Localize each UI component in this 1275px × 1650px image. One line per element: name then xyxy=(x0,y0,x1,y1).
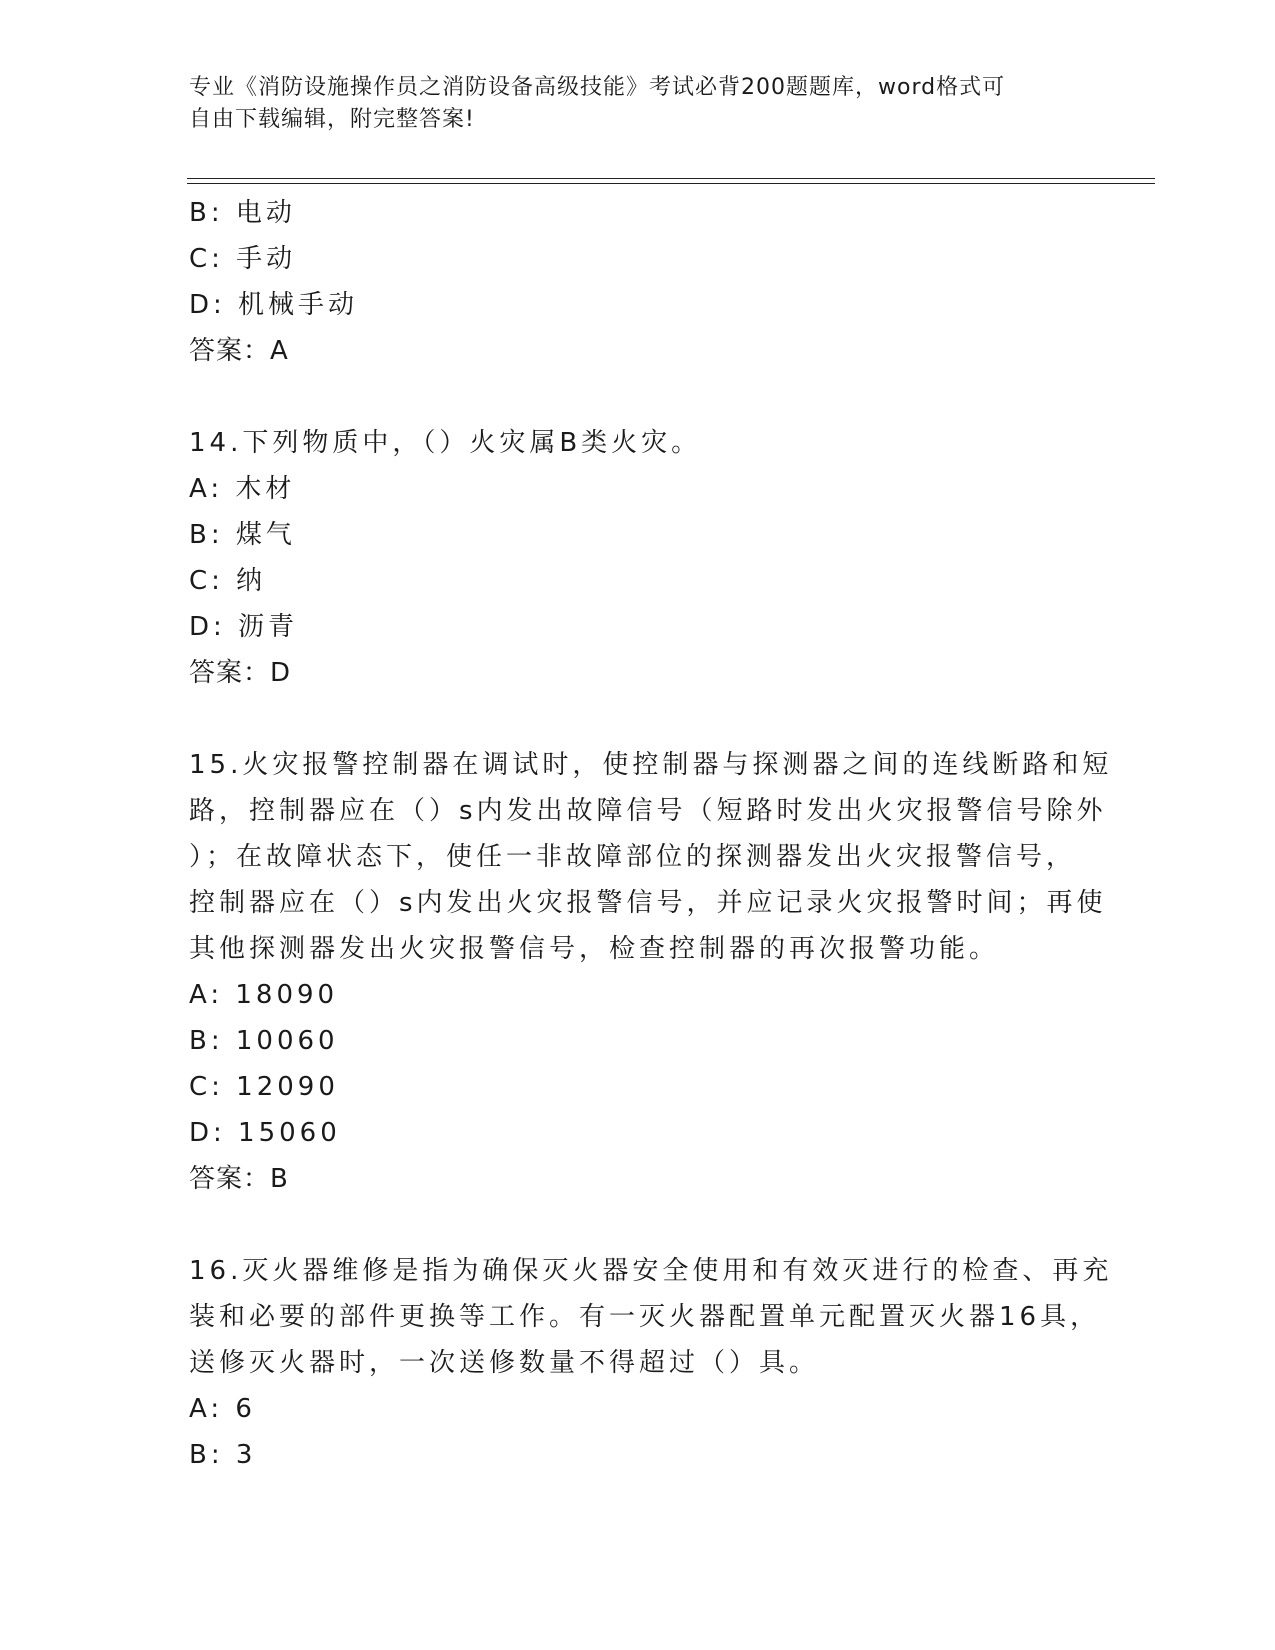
question-13-continuation xyxy=(189,190,1089,374)
question-list xyxy=(189,190,1113,1478)
spacer xyxy=(189,696,1089,742)
option-d: D: 沥青 xyxy=(189,612,299,642)
question-text-line: 其他探测器发出火灾报警信号，检查控制器的再次报警功能。 xyxy=(189,934,1000,964)
question-text xyxy=(189,742,1113,972)
option-c: C: 12090 xyxy=(189,1072,339,1102)
document-header xyxy=(189,72,1069,136)
spacer xyxy=(189,1202,1089,1248)
header-title-line-2: 自由下载编辑，附完整答案! xyxy=(189,107,475,132)
option-b: B: 电动 xyxy=(189,198,296,228)
answer-line: 答案：D xyxy=(189,658,292,688)
option-b: B: 3 xyxy=(189,1440,257,1470)
question-text-line: ）；在故障状态下，使任一非故障部位的探测器发出火灾报警信号， xyxy=(189,842,1077,872)
question-15 xyxy=(189,742,1113,1202)
option-a: A: 6 xyxy=(189,1394,256,1424)
question-text-line: 路，控制器应在（）s内发出故障信号（短路时发出火灾报警信号除外 xyxy=(189,796,1107,826)
header-divider-top xyxy=(187,178,1155,179)
option-d: D: 机械手动 xyxy=(189,290,359,320)
option-a: A: 木材 xyxy=(189,474,296,504)
answer-line: 答案：A xyxy=(189,336,289,366)
question-text-line: 16.灭火器维修是指为确保灭火器安全使用和有效灭进行的检查、再充 xyxy=(189,1256,1113,1286)
option-c: C: 手动 xyxy=(189,244,297,274)
question-16 xyxy=(189,1248,1113,1478)
header-title-line-1: 专业《消防设施操作员之消防设备高级技能》考试必背200题题库，word格式可 xyxy=(189,75,1006,100)
option-a: A: 18090 xyxy=(189,980,339,1010)
question-text xyxy=(189,1248,1113,1386)
option-b: B: 10060 xyxy=(189,1026,339,1056)
question-text-line: 送修灭火器时，一次送修数量不得超过（）具。 xyxy=(189,1348,820,1378)
question-text-line: 14.下列物质中，（）火灾属B类火灾。 xyxy=(189,428,702,458)
option-b: B: 煤气 xyxy=(189,520,296,550)
header-divider-bottom xyxy=(187,183,1155,184)
question-text-line: 控制器应在（）s内发出火灾报警信号，并应记录火灾报警时间；再使 xyxy=(189,888,1107,918)
option-c: C: 纳 xyxy=(189,566,267,596)
answer-line: 答案：B xyxy=(189,1164,289,1194)
option-d: D: 15060 xyxy=(189,1118,341,1148)
question-text-line: 装和必要的部件更换等工作。有一灭火器配置单元配置灭火器16具， xyxy=(189,1302,1101,1332)
question-text-line: 15.火灾报警控制器在调试时，使控制器与探测器之间的连线断路和短 xyxy=(189,750,1113,780)
question-text xyxy=(189,420,1089,466)
spacer xyxy=(189,374,1089,420)
question-14 xyxy=(189,420,1089,696)
